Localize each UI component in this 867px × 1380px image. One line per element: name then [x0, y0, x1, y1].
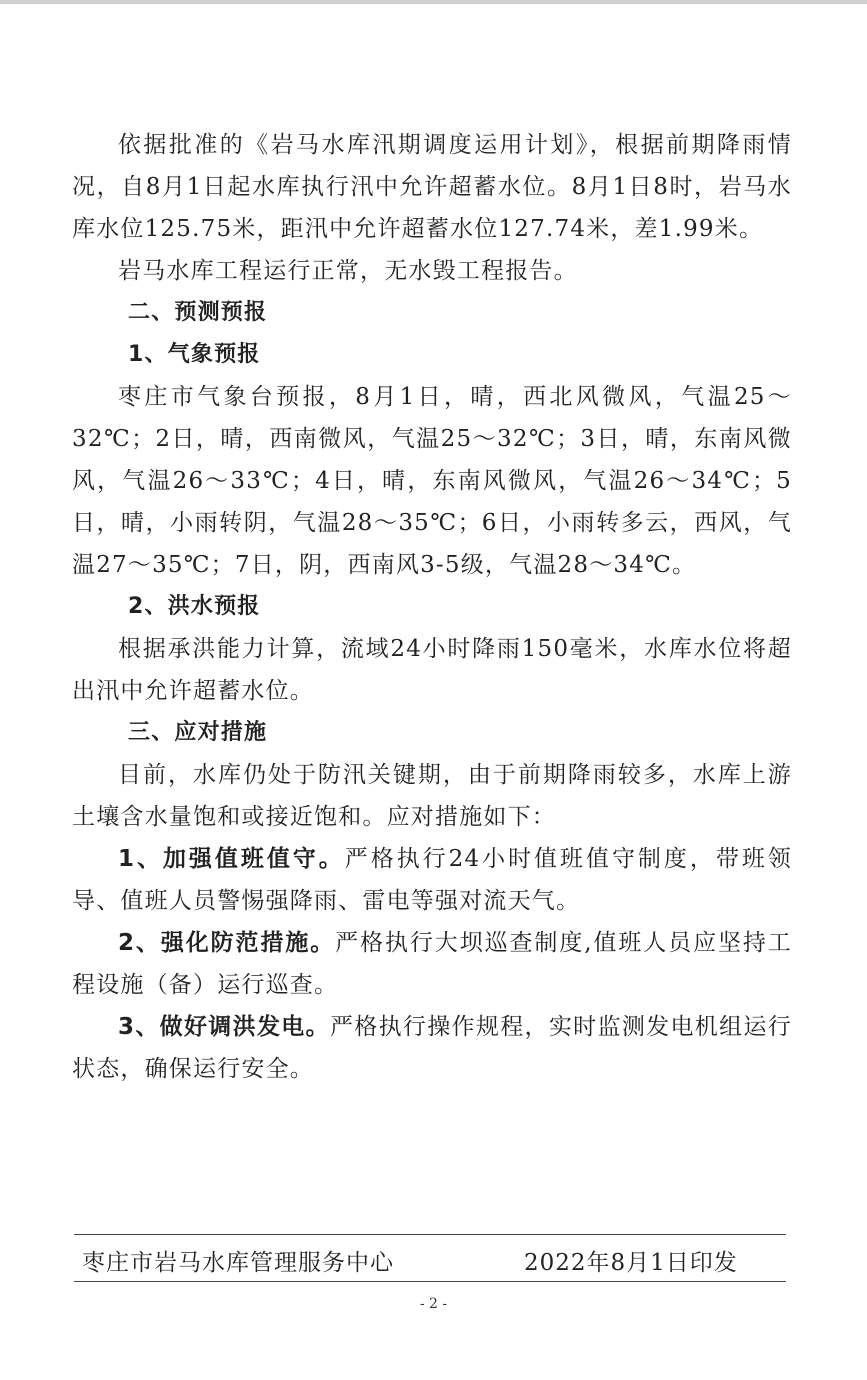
measure-3-title: 3、做好调洪发电。: [118, 1014, 330, 1040]
footer-bottom-rule: [74, 1281, 786, 1282]
document-body: [72, 124, 792, 1090]
footer-issuer: 枣庄市岩马水库管理服务中心: [82, 1250, 394, 1276]
measure-3-text: 严格执行操作规程，实时监测发电机组运行状态，确保运行安全。: [72, 1014, 792, 1082]
paragraph-flood: 根据承洪能力计算，流域24小时降雨150毫米，水库水位将超出汛中允许超蓄水位。: [72, 636, 792, 704]
heading-weather-forecast: 1、气象预报: [128, 342, 261, 367]
footer-top-rule: [74, 1234, 786, 1235]
heading-forecast: 二、预测预报: [128, 300, 268, 325]
measure-1-title: 1、加强值班值守。: [118, 846, 345, 872]
footer-date: 2022年8月1日印发: [524, 1250, 738, 1276]
measure-1: [72, 838, 792, 922]
heading-flood-forecast: 2、洪水预报: [128, 594, 261, 619]
paragraph-engineering: 岩马水库工程运行正常，无水毁工程报告。: [118, 258, 578, 284]
measure-1-text: 严格执行24小时值班值守制度，带班领导、值班人员警惕强降雨、雷电等强对流天气。: [72, 846, 792, 914]
heading-measures: 三、应对措施: [128, 720, 268, 745]
measure-3: [72, 1006, 792, 1090]
paragraph-plan: 依据批准的《岩马水库汛期调度运用计划》，根据前期降雨情况，自8月1日起水库执行汛中允许超蓄水位。8月1日8时，岩马水库水位125.75米，距汛中允许超蓄水位127.74米，差1.99米。: [72, 132, 792, 242]
measure-2: [72, 922, 792, 1006]
paragraph-weather: 枣庄市气象台预报，8月1日，晴，西北风微风，气温25～32℃；2日，晴，西南微风，气温25～32℃；3日，晴，东南风微风，气温26～33℃；4日，晴，东南风微风，气温26～34℃；5日，晴，小雨转阴，气温28～35℃；6日，小雨转多云，西风，气温27～35℃；7日，阴，西南风3-5级，气温28～34℃。: [72, 384, 792, 578]
page-number: - 2 -: [419, 1296, 448, 1312]
measure-2-title: 2、强化防范措施。: [118, 930, 336, 956]
measure-2-text: 严格执行大坝巡查制度,值班人员应坚持工程设施（备）运行巡查。: [72, 930, 792, 998]
paragraph-current-status: 目前，水库仍处于防汛关键期，由于前期降雨较多，水库上游土壤含水量饱和或接近饱和。应对措施如下：: [72, 762, 792, 830]
